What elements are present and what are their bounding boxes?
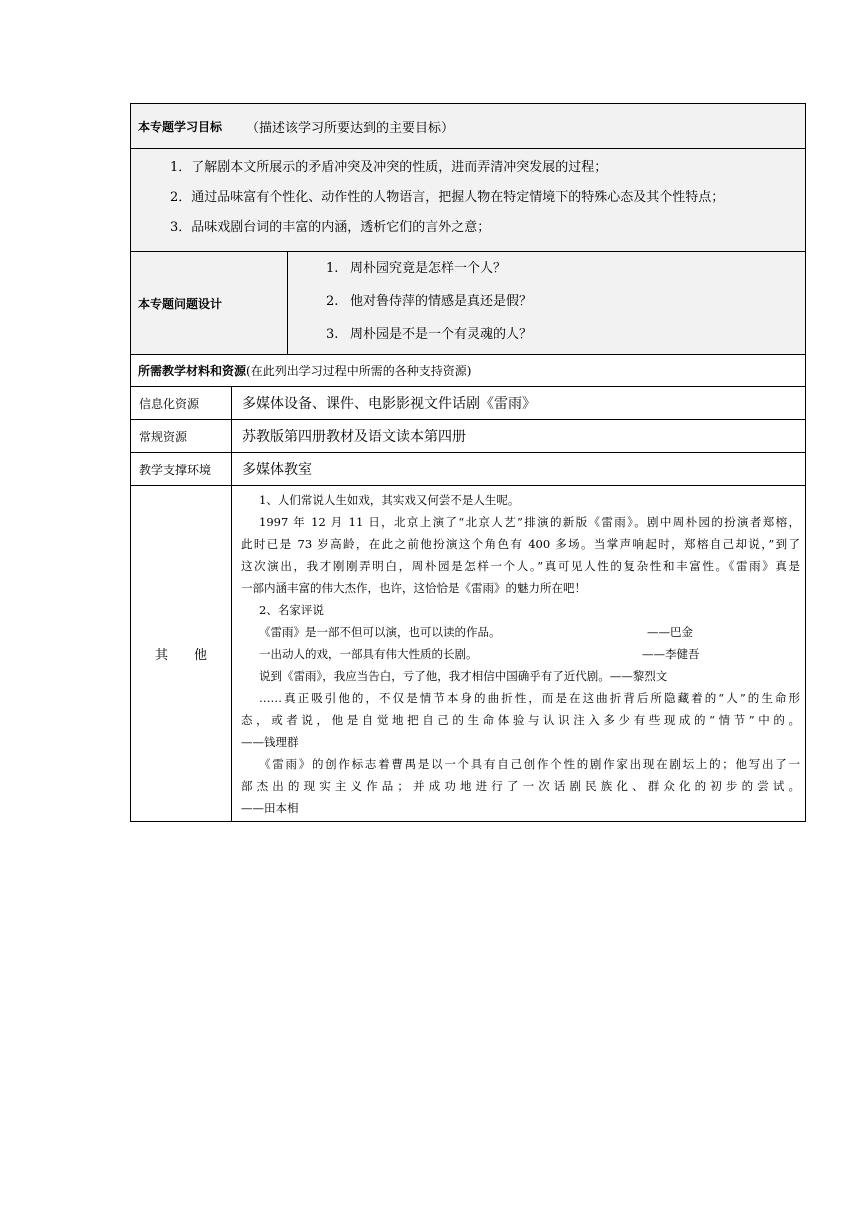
paragraph-line: ……真正吸引他的，不仅是情节本身的曲折性，而是在这曲折背后所隐藏着的“人”的生命形	[259, 691, 800, 705]
question-item	[326, 320, 805, 353]
goal-item: 1．了解剧本文所展示的矛盾冲突及冲突的性质，进而弄清冲突发展的过程；	[170, 160, 608, 175]
other-label-char: 其	[154, 648, 168, 663]
goals-title: 本专题学习目标	[138, 119, 223, 134]
questions-row	[131, 252, 805, 355]
question-number: 1.	[326, 261, 339, 276]
other-label-char: 他	[194, 648, 208, 663]
resource-value: 苏教版第四册教材及语文读本第四册	[242, 429, 466, 445]
paragraph-line: 1、人们常说人生如戏，其实戏又何尝不是人生呢。	[259, 493, 520, 507]
lesson-plan-table	[130, 103, 806, 822]
quote-text: 《雷雨》是一部不但可以演，也可以读的作品。	[259, 625, 501, 639]
question-text: 周朴园究竟是怎样一个人？	[350, 261, 507, 276]
quote-author: ——巴金	[647, 625, 693, 639]
critic-quote	[241, 643, 800, 665]
resource-row	[131, 453, 805, 486]
paragraph-line: 说到《雷雨》，我应当告白，亏了他，我才相信中国确乎有了近代剧。——黎烈文	[259, 669, 668, 683]
paragraph-line: 这次演出，我才刚刚弄明白，周朴园是怎样一个人。”真可见人性的复杂性和丰富性。《雷雨》真是	[241, 559, 800, 573]
paragraph-line: 《雷雨》的创作标志着曹禺是以一个具有自己创作个性的剧作家出现在剧坛上的；他写出了一	[259, 757, 800, 771]
paragraph-line: ——钱理群	[241, 735, 299, 749]
resource-label: 教学支撑环境	[131, 453, 232, 485]
materials-note: (在此列出学习过程中所需的各种支持资源)	[246, 364, 472, 378]
quote-author: ——李健吾	[642, 647, 700, 661]
goals-list	[131, 149, 805, 252]
questions-list	[288, 252, 805, 354]
resource-row	[131, 420, 805, 453]
goals-description: （描述该学习所要达到的主要目标）	[246, 120, 455, 136]
goals-header-row	[131, 104, 805, 149]
question-item	[326, 254, 805, 287]
paragraph-line: 1997 年 12 月 11 日，北京上演了“北京人艺”排演的新版《雷雨》。剧中周朴园的扮演者郑榕，	[259, 515, 800, 529]
resource-value: 多媒体教室	[242, 462, 312, 478]
goal-item: 3．品味戏剧台词的丰富的内涵，透析它们的言外之意；	[170, 220, 491, 235]
critic-quote	[241, 621, 800, 643]
paragraph-line: ——田本相	[241, 801, 299, 815]
resource-value: 多媒体设备、课件、电影影视文件话剧《雷雨》	[242, 396, 536, 412]
question-item	[326, 287, 805, 320]
question-text: 周朴园是不是一个有灵魂的人？	[350, 327, 533, 342]
paragraph-line: 态，或者说，他是自觉地把自己的生命体验与认识注入多少有些现成的“情节”中的。	[241, 713, 800, 727]
question-number: 3.	[326, 327, 339, 342]
other-label	[131, 486, 232, 821]
resource-label: 常规资源	[131, 420, 232, 452]
question-number: 2.	[326, 294, 339, 309]
other-content	[232, 486, 805, 821]
goal-item: 2．通过品味富有个性化、动作性的人物语言，把握人物在特定情境下的特殊心态及其个性特点；	[170, 190, 725, 205]
question-text: 他对鲁侍萍的情感是真还是假？	[350, 294, 533, 309]
paragraph-line: 2、名家评说	[259, 603, 324, 617]
resource-row	[131, 387, 805, 420]
paragraph-line: 部杰出的现实主义作品；并成功地进行了一次话剧民族化、群众化的初步的尝试。	[241, 779, 800, 793]
materials-title: 所需教学材料和资源	[138, 364, 247, 378]
quote-text: 一出动人的戏，一部具有伟大性质的长剧。	[259, 647, 478, 661]
questions-title: 本专题问题设计	[131, 252, 288, 354]
resource-label: 信息化资源	[131, 387, 232, 419]
materials-header-row	[131, 355, 805, 387]
paragraph-line: 此时已是 73 岁高龄，在此之前他扮演这个角色有 400 多场。当掌声响起时，郑榕自己却说，”到了	[241, 537, 800, 551]
paragraph-line: 一部内涵丰富的伟大杰作，也许，这恰恰是《雷雨》的魅力所在吧！	[241, 581, 586, 595]
other-row	[131, 486, 805, 821]
